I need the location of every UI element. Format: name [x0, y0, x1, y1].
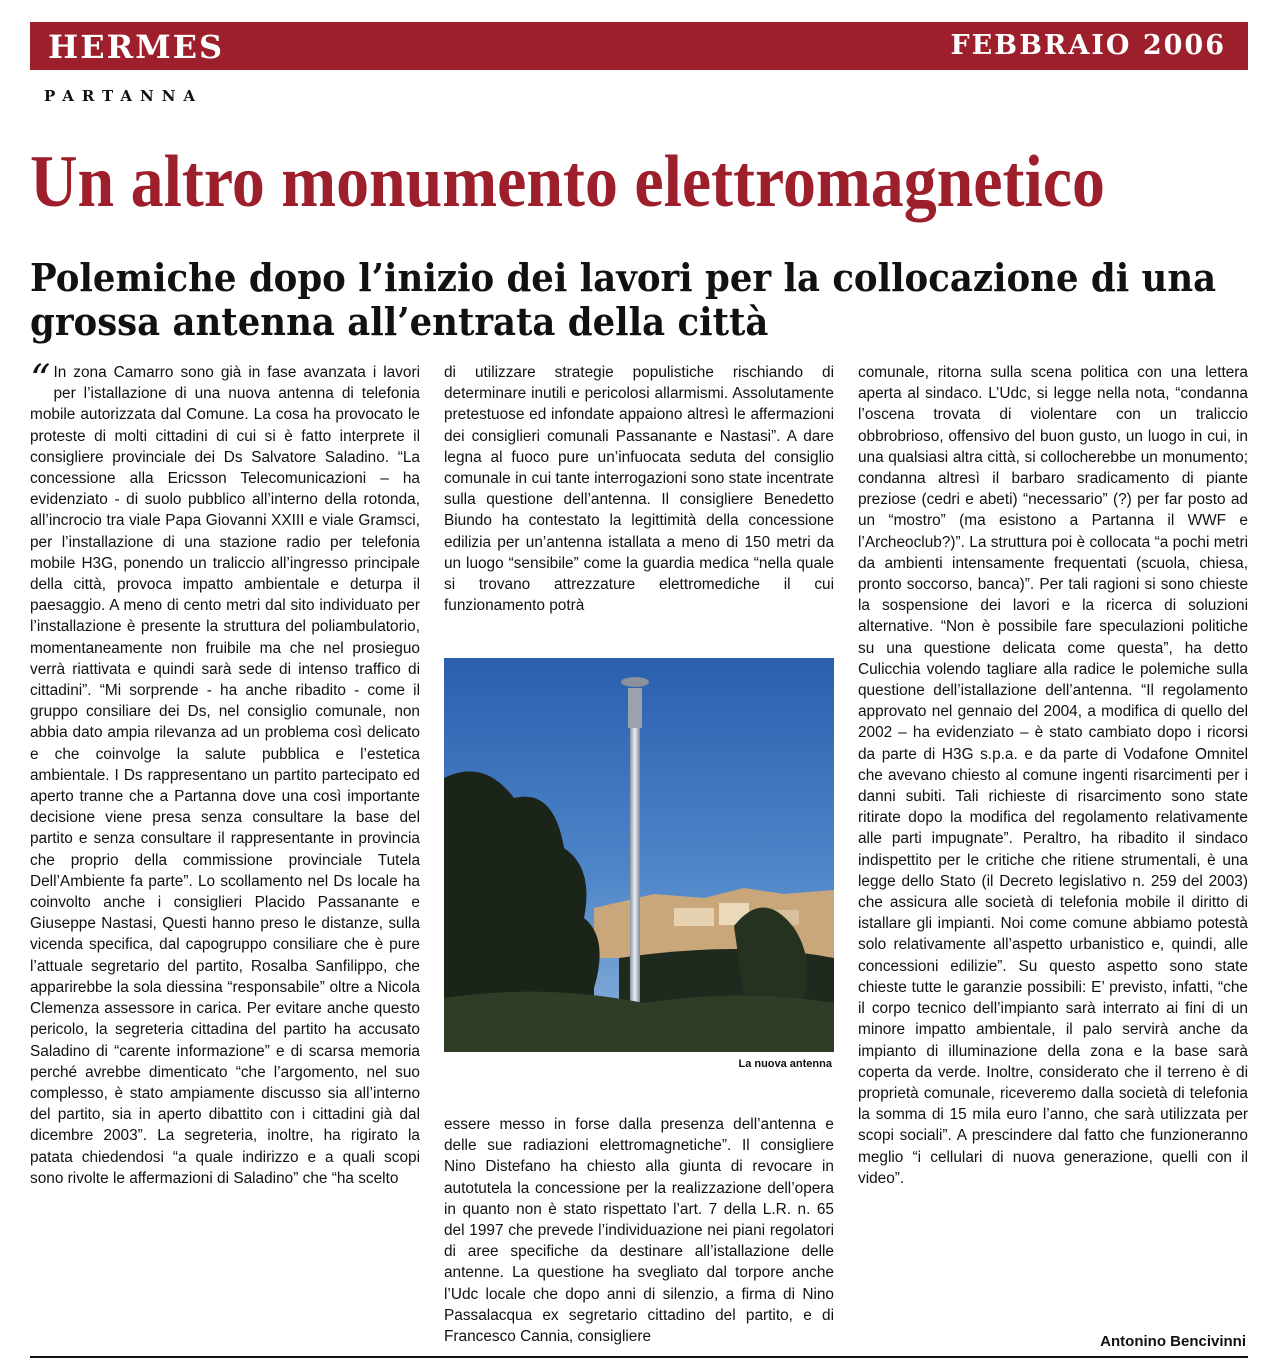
antenna-pole [630, 688, 640, 1018]
article-column-2-bottom: essere messo in forse dalla presenza dell’antenna e delle sue radiazioni elettromagnetiche”. Il consigliere Nino Distefano ha chiesto alla giunta di revocare in autotutela la concessione per la realizzazione dell’opera in quanto non è stato rispettato l’art. 7 della L.R. n. 65 del 1997 che prevede l’individuazione nei piani regolatori di aree specifiche da destinare all’istallazione delle antenne. La questione ha svegliato dal torpore anche l’Udc locale che dopo anni di silenzio, a firma di Nino Passalacqua ex segretario cittadino del partito, e di Francesco Cannia, consigliere [444, 1116, 834, 1346]
article-column-3: comunale, ritorna sulla scena politica con una lettera aperta al sindaco. L’Udc, si legge nella nota, “condanna l’oscena trovata di violentare con un traliccio obbrobrioso, offensivo del buon gusto, un luogo in cui, in una qualsiasi altra città, si collocherebbe un monumento; condanna altresì il barbaro sradicamento di piante preziose (cedri e abeti) “necessario” (?) per far posto ad un “mostro” (ma esistono a Partanna il WWF e l’Archeoclub?)”. La struttura poi è collocata “a pochi metri da ambienti intensamente frequentati (scuola, chiesa, pronto soccorso, banca)”. Per tali ragioni si sono chieste la sospensione dei lavori e la ricerca di soluzioni alternative. “Non è possibile fare speculazioni politiche su una questione delicata come questa”, ha detto Culicchia volendo tagliare alla radice le polemiche sulla questione dell’istallazione dell’antenna. “Il regolamento approvato nel gennaio del 2004, a modifica di quello del 2002 – ha evidenziato – è stato cambiato dopo i ricorsi da parte di H3G s.p.a. e da parte di Vodafone Omnitel che avevano chiesto al comune ingenti risarcimenti per i danni subiti. Tali richieste di risarcimento sono state ritirate dopo la modifica del regolamento relativamente alle parti impugnate”. Peraltro, ha ribadito il sindaco indispettito per le critiche che ritiene strumentali, è una legge dello Stato (il Decreto legislativo n. 259 del 2003) che assicura alle società di telefonia mobile il diritto di istallare gli impianti. Noi come comune abbiamo potestà solo relativamente all’aspetto urbanistico e, quindi, alle concessioni edilizie”. Su questo aspetto sono state chieste tutte le garanzie possibili: E’ previsto, infatti, “che il corpo tecnico dell’impianto sarà interrato ai fini di un minore impatto ambientale, il palo servirà anche da impianto di illuminazione della zona e la base sarà coperta da verde. Inoltre, considerato che il terreno è di proprietà comunale, riceveremo dalla società di telefonia la somma di 15 mila euro l’anno, che sarà utilizzata per scopi sociali”. A prescindere dal fatto che funzioneranno meglio “i cellulari di nuova generazione, quelli con il video”. [858, 364, 1248, 1187]
publication-name: HERMES [48, 28, 225, 66]
article-subheadline: Polemiche dopo l’inizio dei lavori per la collocazione di una grossa antenna all’entrata della città [30, 255, 1217, 344]
opening-quote-mark: “ [30, 357, 51, 403]
author-byline: Antonino Bencivinni [1100, 1333, 1246, 1350]
antenna-photo [444, 658, 834, 1052]
article-headline: Un altro monumento elettromagnetico [30, 141, 1105, 223]
photo-caption: La nuova antenna [738, 1058, 832, 1070]
masthead-bar [30, 22, 1248, 70]
section-label: PARTANNA [44, 87, 204, 105]
antenna-top [621, 677, 649, 687]
column-1-text: In zona Camarro sono già in fase avanzata i lavori per l’istallazione di una nuova antenna di telefonia mobile autorizzata dal Comune. La cosa ha provocato le proteste di molti cittadini di cui si è fatto interprete il consigliere provinciale dei Ds Salvatore Saladino. “La concessione alla Ericsson Telecomunicazioni – ha evidenziato - di suolo pubblico all’interno della rotonda, all’incrocio tra viale Papa Giovanni XXIII e viale Gramsci, per l’installazione di una stazione radio per telefonia mobile H3G, ponendo un traliccio all’ingresso principale della città, provoca impatto ambientale e deturpa il paesaggio. A meno di cento metri dal sito individuato per l’installazione è presente la struttura del poliambulatorio, momentaneamente non fruibile ma che nel prosieguo verrà riattivata e quindi sarà sede di intenso traffico di cittadini”. “Mi sorprende - ha anche ribadito - come il gruppo consiliare dei Ds, nel consiglio comunale, non abbia dato ampia rilevanza ad un problema così delicato e che coinvolge la salute pubblica e l’estetica ambientale. I Ds rappresentano un partito partecipato ed aperto tranne che a Partanna dove una così importante decisione viene presa senza consultare la base del partito e senza consultare il rappresentante in provincia che proprio della commissione provinciale Tutela Dell’Ambiente fa parte”. Lo scollamento nel Ds locale ha coinvolto anche i consiglieri Placido Passanante e Giuseppe Nastasi, Questi hanno preso le distanze, sulla vicenda specifica, dal capogruppo consiliare che è pure l’attuale segretario del partito, Rosalba Sanfilippo, che apparirebbe la sola diessina “responsabile” oltre a Nicola Clemenza assessore in carica. Per evitare anche questo pericolo, la segreteria cittadina del partito ha accusato Saladino di “carente informazione” e di scarsa memoria perché avrebbe dimenticato “che l’argomento, nel suo complesso, è stato ampiamente discusso sia all’interno del partito, sia in aperto dibattito con i cittadini già dal dicembre 2003”. La segreteria, inoltre, ha rigirato la patata chiedendosi “a quale indirizzo e a quali scopi sono rivolte le affermazioni di Saladino” che “ha scelto [30, 364, 420, 1187]
article-column-1 [30, 357, 420, 1189]
issue-date: FEBBRAIO 2006 [950, 30, 1226, 61]
article-column-2-top: di utilizzare strategie populistiche rischiando di determinare inutili e pericolosi allarmismi. Assolutamente pretestuose ed infondate appaiono altresì le affermazioni dei consiglieri comunali Passanante e Nastasi”. A dare legna al fuoco pure un’infuocata seduta del consiglio comunale in cui tante interrogazioni sono state incentrate sulla questione dell’antenna. Il consigliere Benedetto Biundo ha contestato la legittimità della concessione edilizia per un’antenna istallata a meno di 150 metri da un luogo “sensibile” come la guardia medica “nella quale si trovano attrezzature elettromediche il cui funzionamento potrà [444, 364, 834, 615]
bottom-rule [30, 1356, 1248, 1358]
